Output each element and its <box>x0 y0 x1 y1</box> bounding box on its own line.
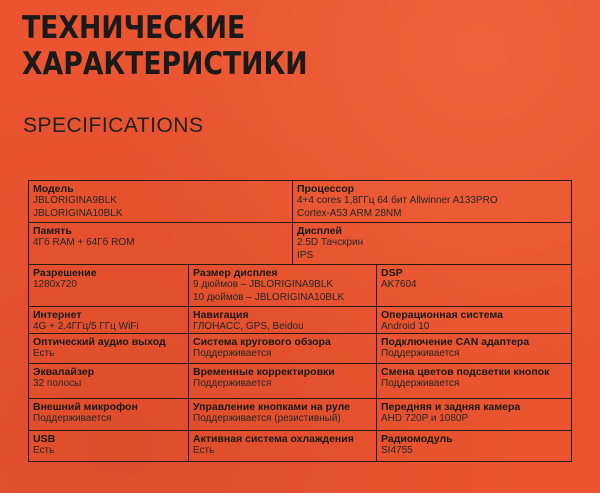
spec-value: SI4755 <box>381 445 413 456</box>
spec-cell-display-size <box>189 265 377 307</box>
spec-label: Система кругового обзора <box>193 336 331 348</box>
page-title <box>22 10 308 82</box>
spec-label: Управление кнопками на руле <box>193 401 351 413</box>
spec-cell-can-adapter <box>377 334 571 364</box>
spec-value: 4G + 2.4ГГц/5 ГГц WiFi <box>33 321 139 332</box>
spec-cell-optical-out <box>29 334 189 364</box>
spec-label: Подключение CAN адаптера <box>381 336 530 348</box>
spec-value: Поддерживается (резистивный) <box>193 413 341 424</box>
spec-value: JBLORIGINA9BLK <box>33 195 117 206</box>
spec-value: JBLORIGINA10BLK <box>33 207 123 219</box>
spec-value: Есть <box>33 348 55 359</box>
spec-label: Эквалайзер <box>33 366 95 378</box>
spec-label: Радиомодуль <box>381 433 453 445</box>
spec-value: Поддерживается <box>193 378 272 389</box>
spec-value: Есть <box>33 445 55 456</box>
spec-value: Cortex-A53 ARM 28NM <box>297 207 402 219</box>
spec-cell-surround-view <box>189 334 377 364</box>
spec-value: ГЛОНАСС, GPS, Beidou <box>193 321 304 332</box>
spec-cell-usb <box>29 431 189 461</box>
spec-value: AK7604 <box>381 279 417 290</box>
spec-cell-time-correction <box>189 364 377 399</box>
spec-label: Смена цветов подсветки кнопок <box>381 366 550 378</box>
spec-value: Поддерживается <box>381 378 460 389</box>
spec-cell-equalizer <box>29 364 189 399</box>
spec-cell-model <box>29 181 293 223</box>
spec-value: Поддерживается <box>193 348 272 359</box>
spec-value: IPS <box>297 249 314 261</box>
spec-label: Дисплей <box>297 225 342 237</box>
spec-value: 4+4 cores 1,8ГГц 64 бит Allwinner A133PRO <box>297 195 498 206</box>
spec-value: 9 дюймов – JBLORIGINA9BLK <box>193 279 334 290</box>
spec-value: 4Гб RAM + 64Гб ROM <box>33 237 135 248</box>
spec-cell-memory <box>29 223 293 265</box>
title-line-1: ТЕХНИЧЕСКИЕ <box>22 10 246 46</box>
spec-cell-display <box>293 223 571 265</box>
spec-cell-button-backlight <box>377 364 571 399</box>
spec-label: Разрешение <box>33 267 97 279</box>
spec-label: Интернет <box>33 309 82 321</box>
spec-value: Есть <box>193 445 215 456</box>
spec-value: 10 дюймов – JBLORIGINA10BLK <box>193 291 345 303</box>
spec-value: 2.5D Тачскрин <box>297 237 364 248</box>
spec-label: Процессор <box>297 183 355 195</box>
spec-cell-processor <box>293 181 571 223</box>
spec-value: Android 10 <box>381 321 430 332</box>
spec-label: Размер дисплея <box>193 267 278 279</box>
spec-label: USB <box>33 433 56 445</box>
spec-cell-navigation <box>189 307 377 334</box>
spec-label: Операционная система <box>381 309 503 321</box>
spec-cell-cameras <box>377 399 571 431</box>
spec-label: Модель <box>33 183 74 195</box>
spec-cell-cooling <box>189 431 377 461</box>
spec-cell-os <box>377 307 571 334</box>
spec-value: Поддерживается <box>381 348 460 359</box>
page-subtitle: SPECIFICATIONS <box>23 114 204 137</box>
spec-label: Активная система охлаждения <box>193 433 354 445</box>
spec-label: Внешний микрофон <box>33 401 138 413</box>
spec-label: Временные корректировки <box>193 366 335 378</box>
spec-cell-dsp <box>377 265 571 307</box>
title-line-2: ХАРАКТЕРИСТИКИ <box>22 46 308 82</box>
spec-cell-external-mic <box>29 399 189 431</box>
spec-value: 32 полосы <box>33 378 82 389</box>
spec-label: Навигация <box>193 309 249 321</box>
spec-value: 1280x720 <box>33 279 77 290</box>
spec-cell-resolution <box>29 265 189 307</box>
spec-label: Оптический аудио выход <box>33 336 166 348</box>
spec-value: AHD 720P и 1080P <box>381 413 469 424</box>
spec-cell-radio <box>377 431 571 461</box>
spec-value: Поддерживается <box>33 413 112 424</box>
spec-label: Память <box>33 225 72 237</box>
spec-label: DSP <box>381 267 403 279</box>
specs-table <box>28 180 572 462</box>
spec-label: Передняя и задняя камера <box>381 401 521 413</box>
spec-cell-steering-control <box>189 399 377 431</box>
spec-cell-internet <box>29 307 189 334</box>
